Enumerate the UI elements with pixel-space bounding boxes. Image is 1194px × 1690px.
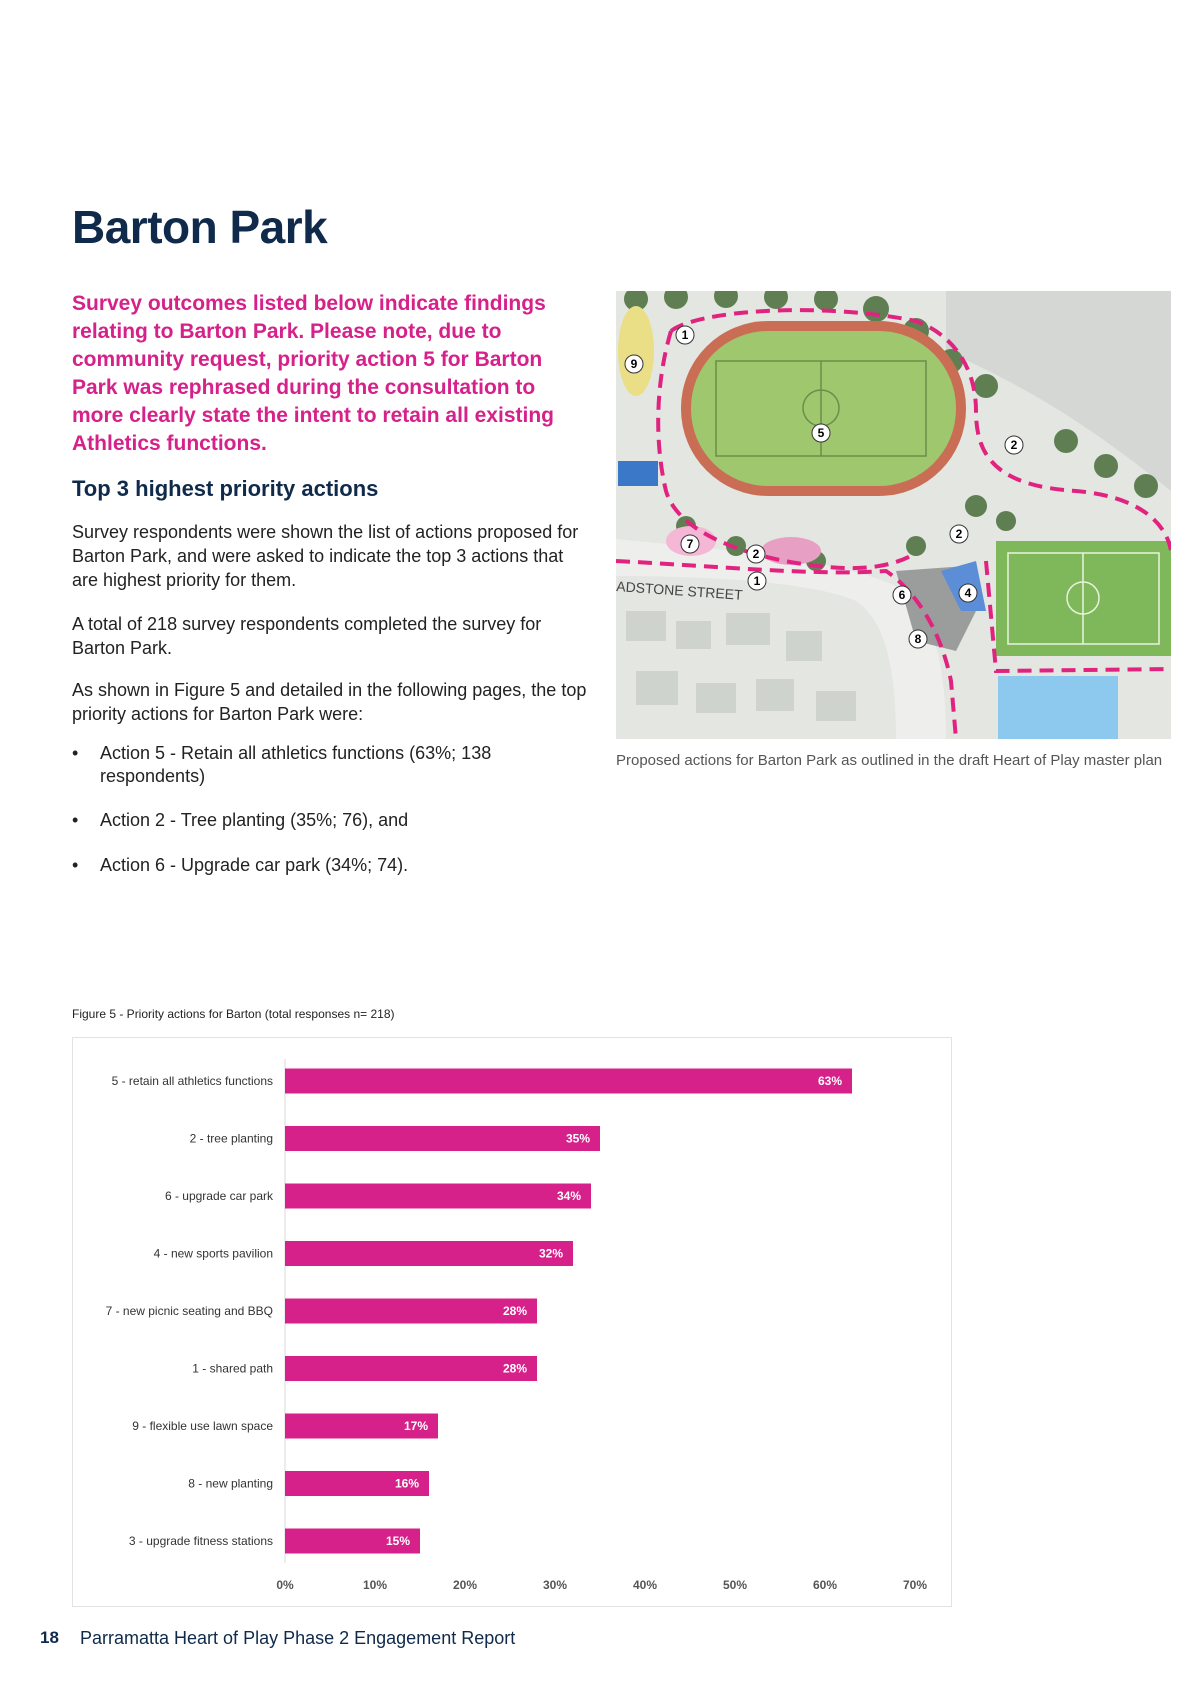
map-marker bbox=[950, 525, 968, 543]
top-actions-list bbox=[72, 742, 592, 877]
bar bbox=[285, 1184, 591, 1209]
svg-text:4: 4 bbox=[964, 586, 972, 600]
category-label: 8 - new planting bbox=[188, 1476, 273, 1491]
map-marker bbox=[676, 326, 694, 344]
footer-report-title: Parramatta Heart of Play Phase 2 Engagement Report bbox=[80, 1628, 516, 1648]
page-number: 18 bbox=[40, 1628, 59, 1647]
x-tick-label: 70% bbox=[902, 1578, 928, 1592]
list-item: • Action 5 - Retain all athletics functions (63%; 138 respondents) bbox=[72, 742, 592, 788]
site-plan-illustration bbox=[616, 291, 1171, 739]
map-marker bbox=[893, 586, 911, 604]
map-marker bbox=[625, 355, 643, 373]
svg-text:8: 8 bbox=[914, 632, 922, 646]
map-marker bbox=[681, 535, 699, 553]
bar-value-label: 28% bbox=[502, 1361, 527, 1376]
category-label: 2 - tree planting bbox=[189, 1131, 273, 1146]
street-label: ADSTONE STREET bbox=[616, 578, 744, 603]
svg-text:5: 5 bbox=[817, 426, 825, 440]
x-tick-label: 10% bbox=[362, 1578, 388, 1592]
bar-value-label: 15% bbox=[385, 1534, 410, 1548]
paragraph-respondent-total: A total of 218 survey respondents completed the survey for Barton Park. bbox=[72, 614, 542, 658]
bar-value-label: 17% bbox=[403, 1419, 428, 1433]
bar bbox=[285, 1299, 537, 1324]
bar-value-label: 16% bbox=[394, 1476, 419, 1491]
bar-value-label: 28% bbox=[502, 1304, 527, 1318]
svg-text:9: 9 bbox=[630, 357, 638, 371]
svg-text:2: 2 bbox=[1010, 438, 1018, 452]
map-marker bbox=[812, 424, 830, 442]
x-tick-label: 20% bbox=[452, 1578, 478, 1592]
x-tick-label: 60% bbox=[812, 1578, 838, 1592]
section-subheading: Top 3 highest priority actions bbox=[72, 476, 379, 501]
map-caption: Proposed actions for Barton Park as outlined in the draft Heart of Play master plan bbox=[616, 752, 1163, 769]
x-tick-label: 30% bbox=[542, 1578, 568, 1592]
category-label: 3 - upgrade fitness stations bbox=[128, 1534, 273, 1548]
svg-text:7: 7 bbox=[686, 537, 694, 551]
page-title: Barton Park bbox=[72, 201, 328, 253]
svg-text:1: 1 bbox=[681, 328, 689, 342]
site-plan-map bbox=[616, 291, 1171, 739]
category-label: 6 - upgrade car park bbox=[164, 1189, 273, 1203]
category-label: 4 - new sports pavilion bbox=[153, 1246, 273, 1261]
map-marker bbox=[748, 572, 766, 590]
category-label: 5 - retain all athletics functions bbox=[111, 1074, 273, 1088]
category-label: 9 - flexible use lawn space bbox=[132, 1419, 273, 1433]
intro-highlight: Survey outcomes listed below indicate findings relating to Barton Park. Please note, due to community request, priority action 5 for Barton Park was rephrased during the consultation to more clearly state the intent to retain all existing Athletics functions. bbox=[72, 292, 554, 455]
bar-value-label: 32% bbox=[538, 1246, 563, 1261]
map-marker bbox=[1005, 436, 1023, 454]
svg-text:2: 2 bbox=[955, 527, 963, 541]
bar-value-label: 35% bbox=[565, 1131, 590, 1146]
bar bbox=[285, 1241, 573, 1266]
x-tick-label: 40% bbox=[632, 1578, 658, 1592]
paragraph-top-actions-intro: As shown in Figure 5 and detailed in the following pages, the top priority actions for Barton Park were: bbox=[72, 680, 587, 724]
x-tick-label: 0% bbox=[276, 1578, 294, 1592]
bar bbox=[285, 1126, 600, 1151]
svg-text:2: 2 bbox=[752, 547, 760, 561]
category-label: 7 - new picnic seating and BBQ bbox=[105, 1304, 273, 1318]
svg-text:6: 6 bbox=[898, 588, 906, 602]
list-item: • Action 6 - Upgrade car park (34%; 74). bbox=[72, 854, 592, 877]
bar bbox=[285, 1069, 852, 1094]
figure-caption: Figure 5 - Priority actions for Barton (total responses n= 218) bbox=[72, 1007, 395, 1021]
map-marker bbox=[747, 545, 765, 563]
chart-svg bbox=[73, 1038, 951, 1606]
paragraph-survey-method: Survey respondents were shown the list of actions proposed for Barton Park, and were asked to indicate the top 3 actions that are highest priority for them. bbox=[72, 522, 579, 590]
map-marker bbox=[909, 630, 927, 648]
bar-value-label: 34% bbox=[556, 1189, 581, 1203]
x-tick-label: 50% bbox=[722, 1578, 748, 1592]
svg-text:1: 1 bbox=[753, 574, 761, 588]
category-label: 1 - shared path bbox=[192, 1361, 273, 1376]
bar-value-label: 63% bbox=[817, 1074, 842, 1088]
bar bbox=[285, 1356, 537, 1381]
list-item: • Action 2 - Tree planting (35%; 76), and bbox=[72, 809, 592, 832]
priority-actions-chart bbox=[72, 1037, 952, 1607]
map-marker bbox=[959, 584, 977, 602]
